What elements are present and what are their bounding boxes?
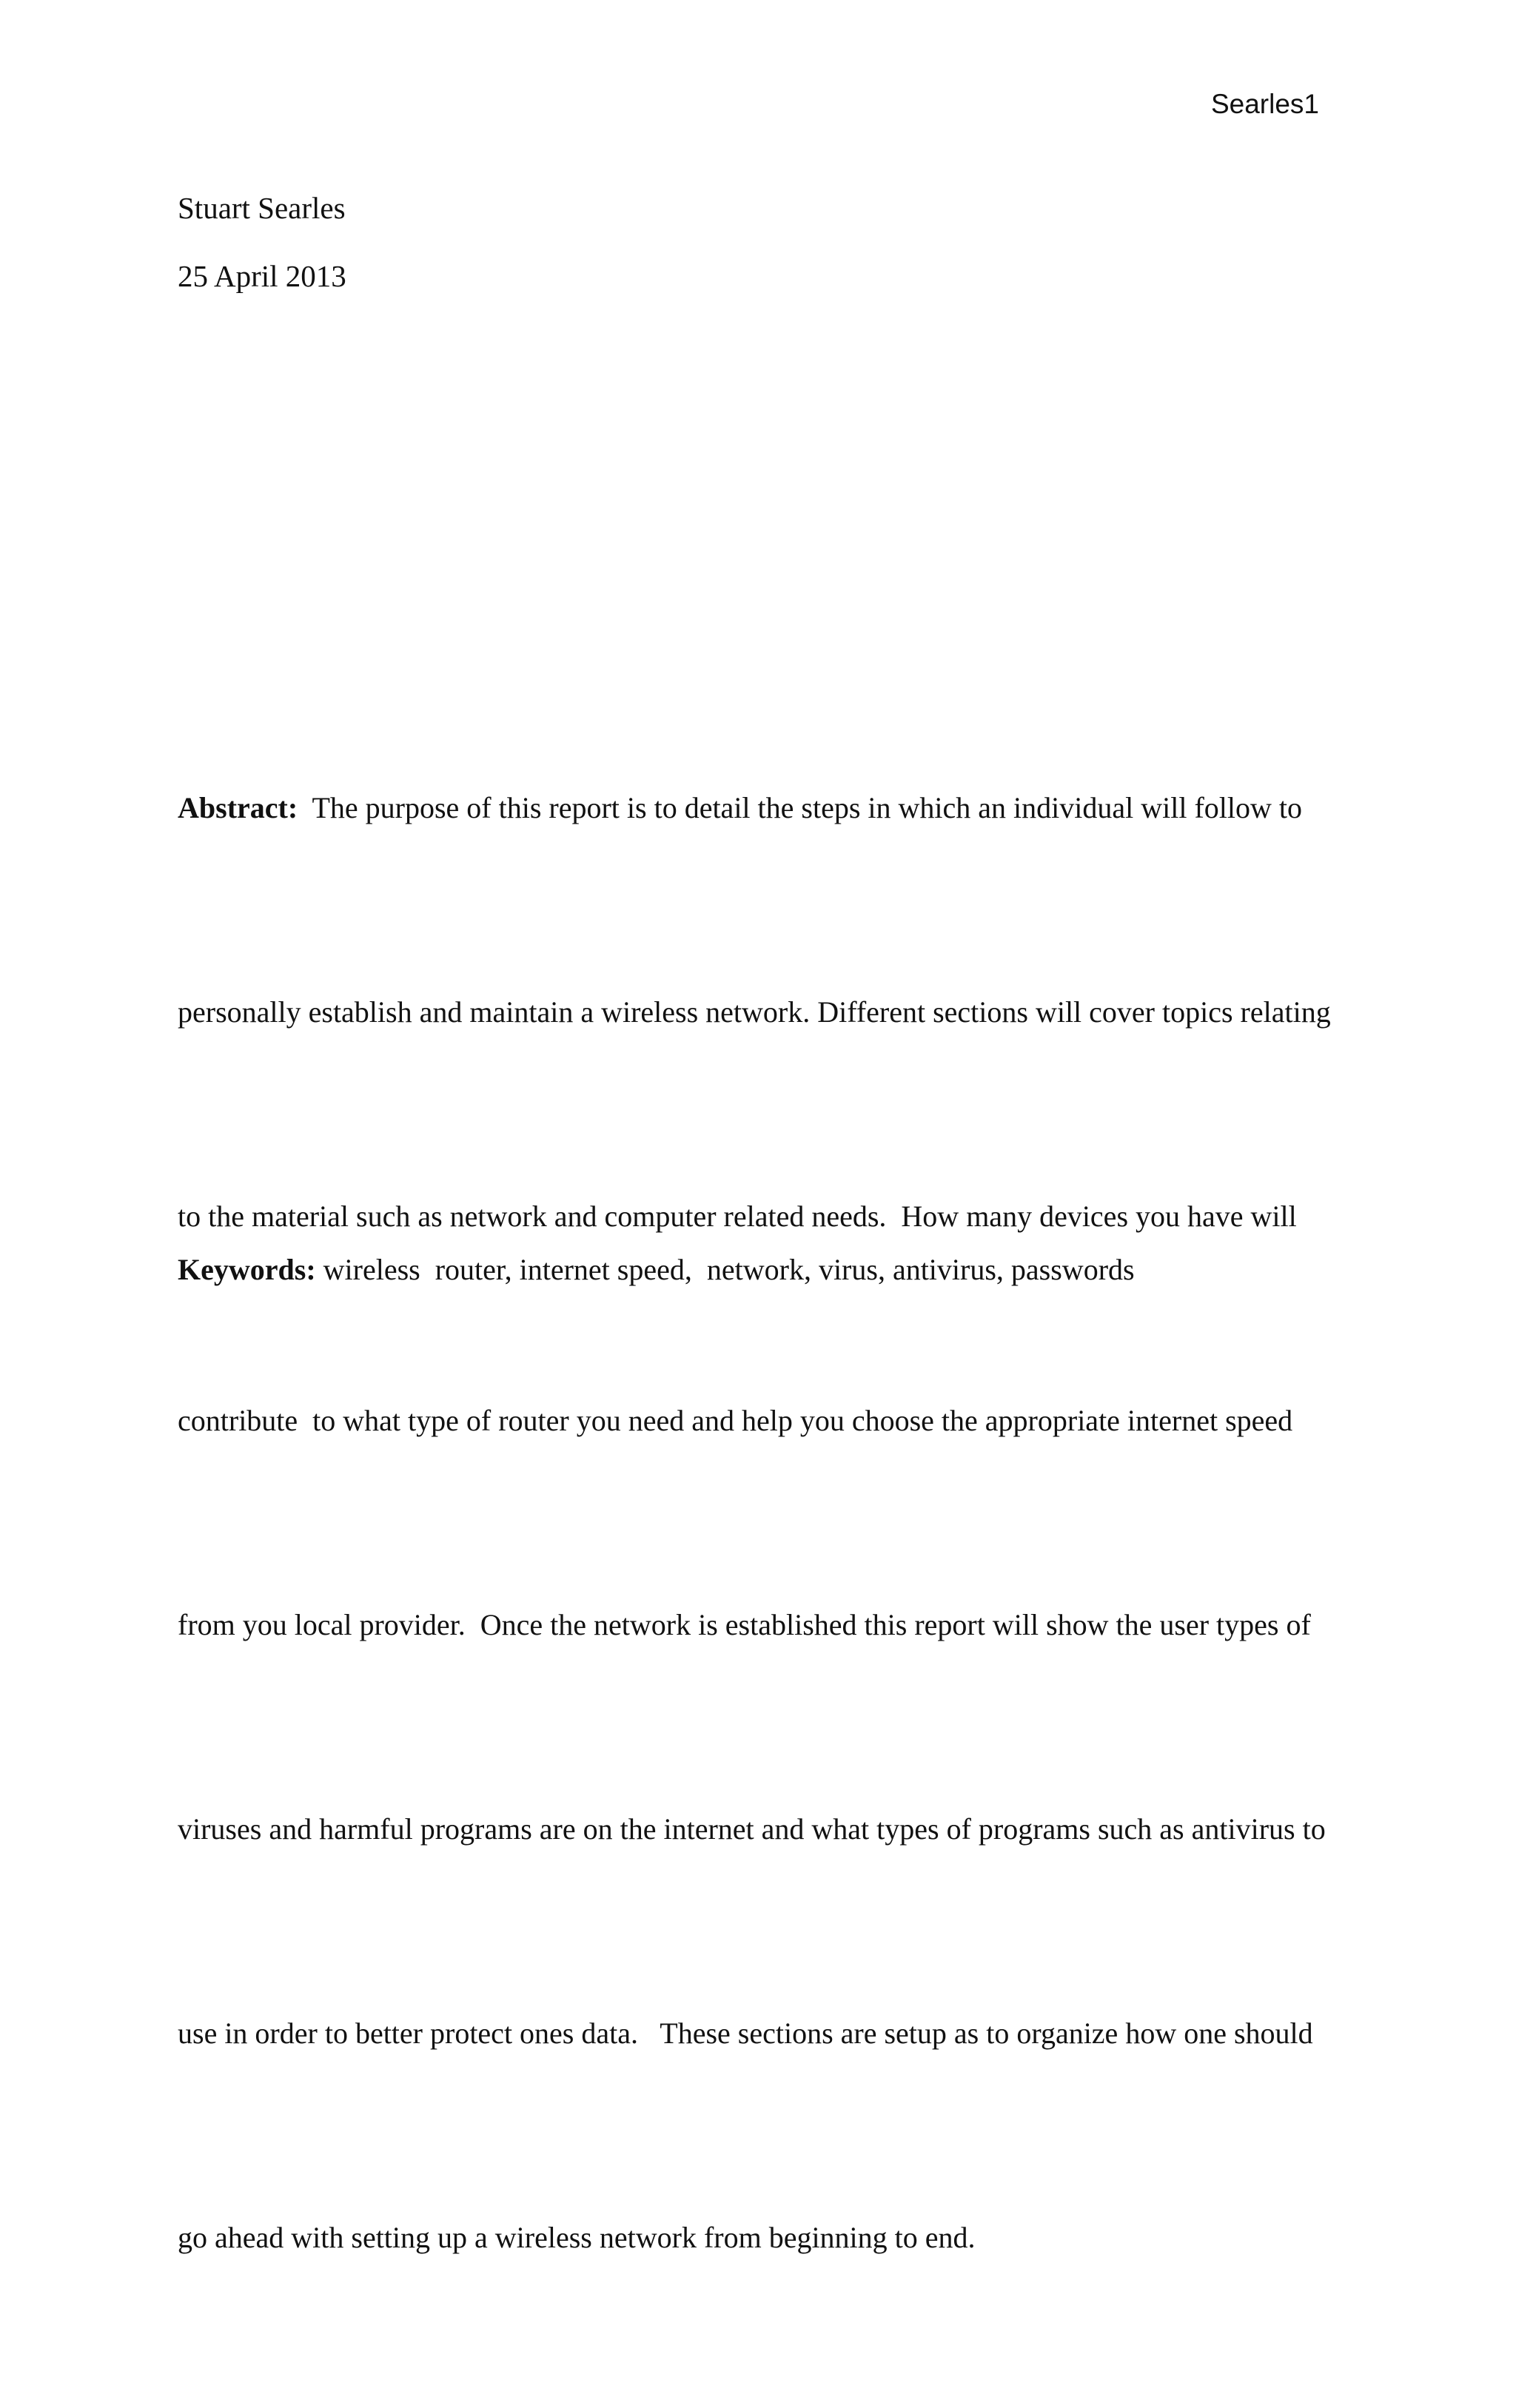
abstract-line-text: The purpose of this report is to detail the steps in which an individual will follow to xyxy=(298,791,1303,824)
abstract-line: viruses and harmful programs are on the internet and what types of programs such as antivirus to xyxy=(178,1812,1326,1846)
keywords-label: Keywords: xyxy=(178,1253,316,1286)
abstract-line xyxy=(178,774,1340,842)
abstract-line: use in order to better protect ones data. These sections are setup as to organize how one should xyxy=(178,2017,1313,2050)
abstract-line: go ahead with setting up a wireless network from beginning to end. xyxy=(178,2221,976,2254)
abstract-line: contribute to what type of router you need and help you choose the appropriate internet speed xyxy=(178,1404,1293,1437)
abstract-paragraph xyxy=(178,638,1340,2408)
abstract-line: from you local provider. Once the network is established this report will show the user types of xyxy=(178,1608,1311,1641)
document-date: 25 April 2013 xyxy=(178,259,346,293)
keywords-line xyxy=(178,1251,1135,1289)
abstract-line: personally establish and maintain a wireless network. Different sections will cover topics relating xyxy=(178,995,1331,1029)
author-name: Stuart Searles xyxy=(178,191,346,225)
abstract-label: Abstract: xyxy=(178,791,298,824)
author-block xyxy=(178,174,346,310)
keywords-text: wireless router, internet speed, network, virus, antivirus, passwords xyxy=(315,1253,1135,1286)
abstract-line: to the material such as network and computer related needs. How many devices you have will xyxy=(178,1200,1297,1233)
running-head: Searles1 xyxy=(1210,89,1319,119)
